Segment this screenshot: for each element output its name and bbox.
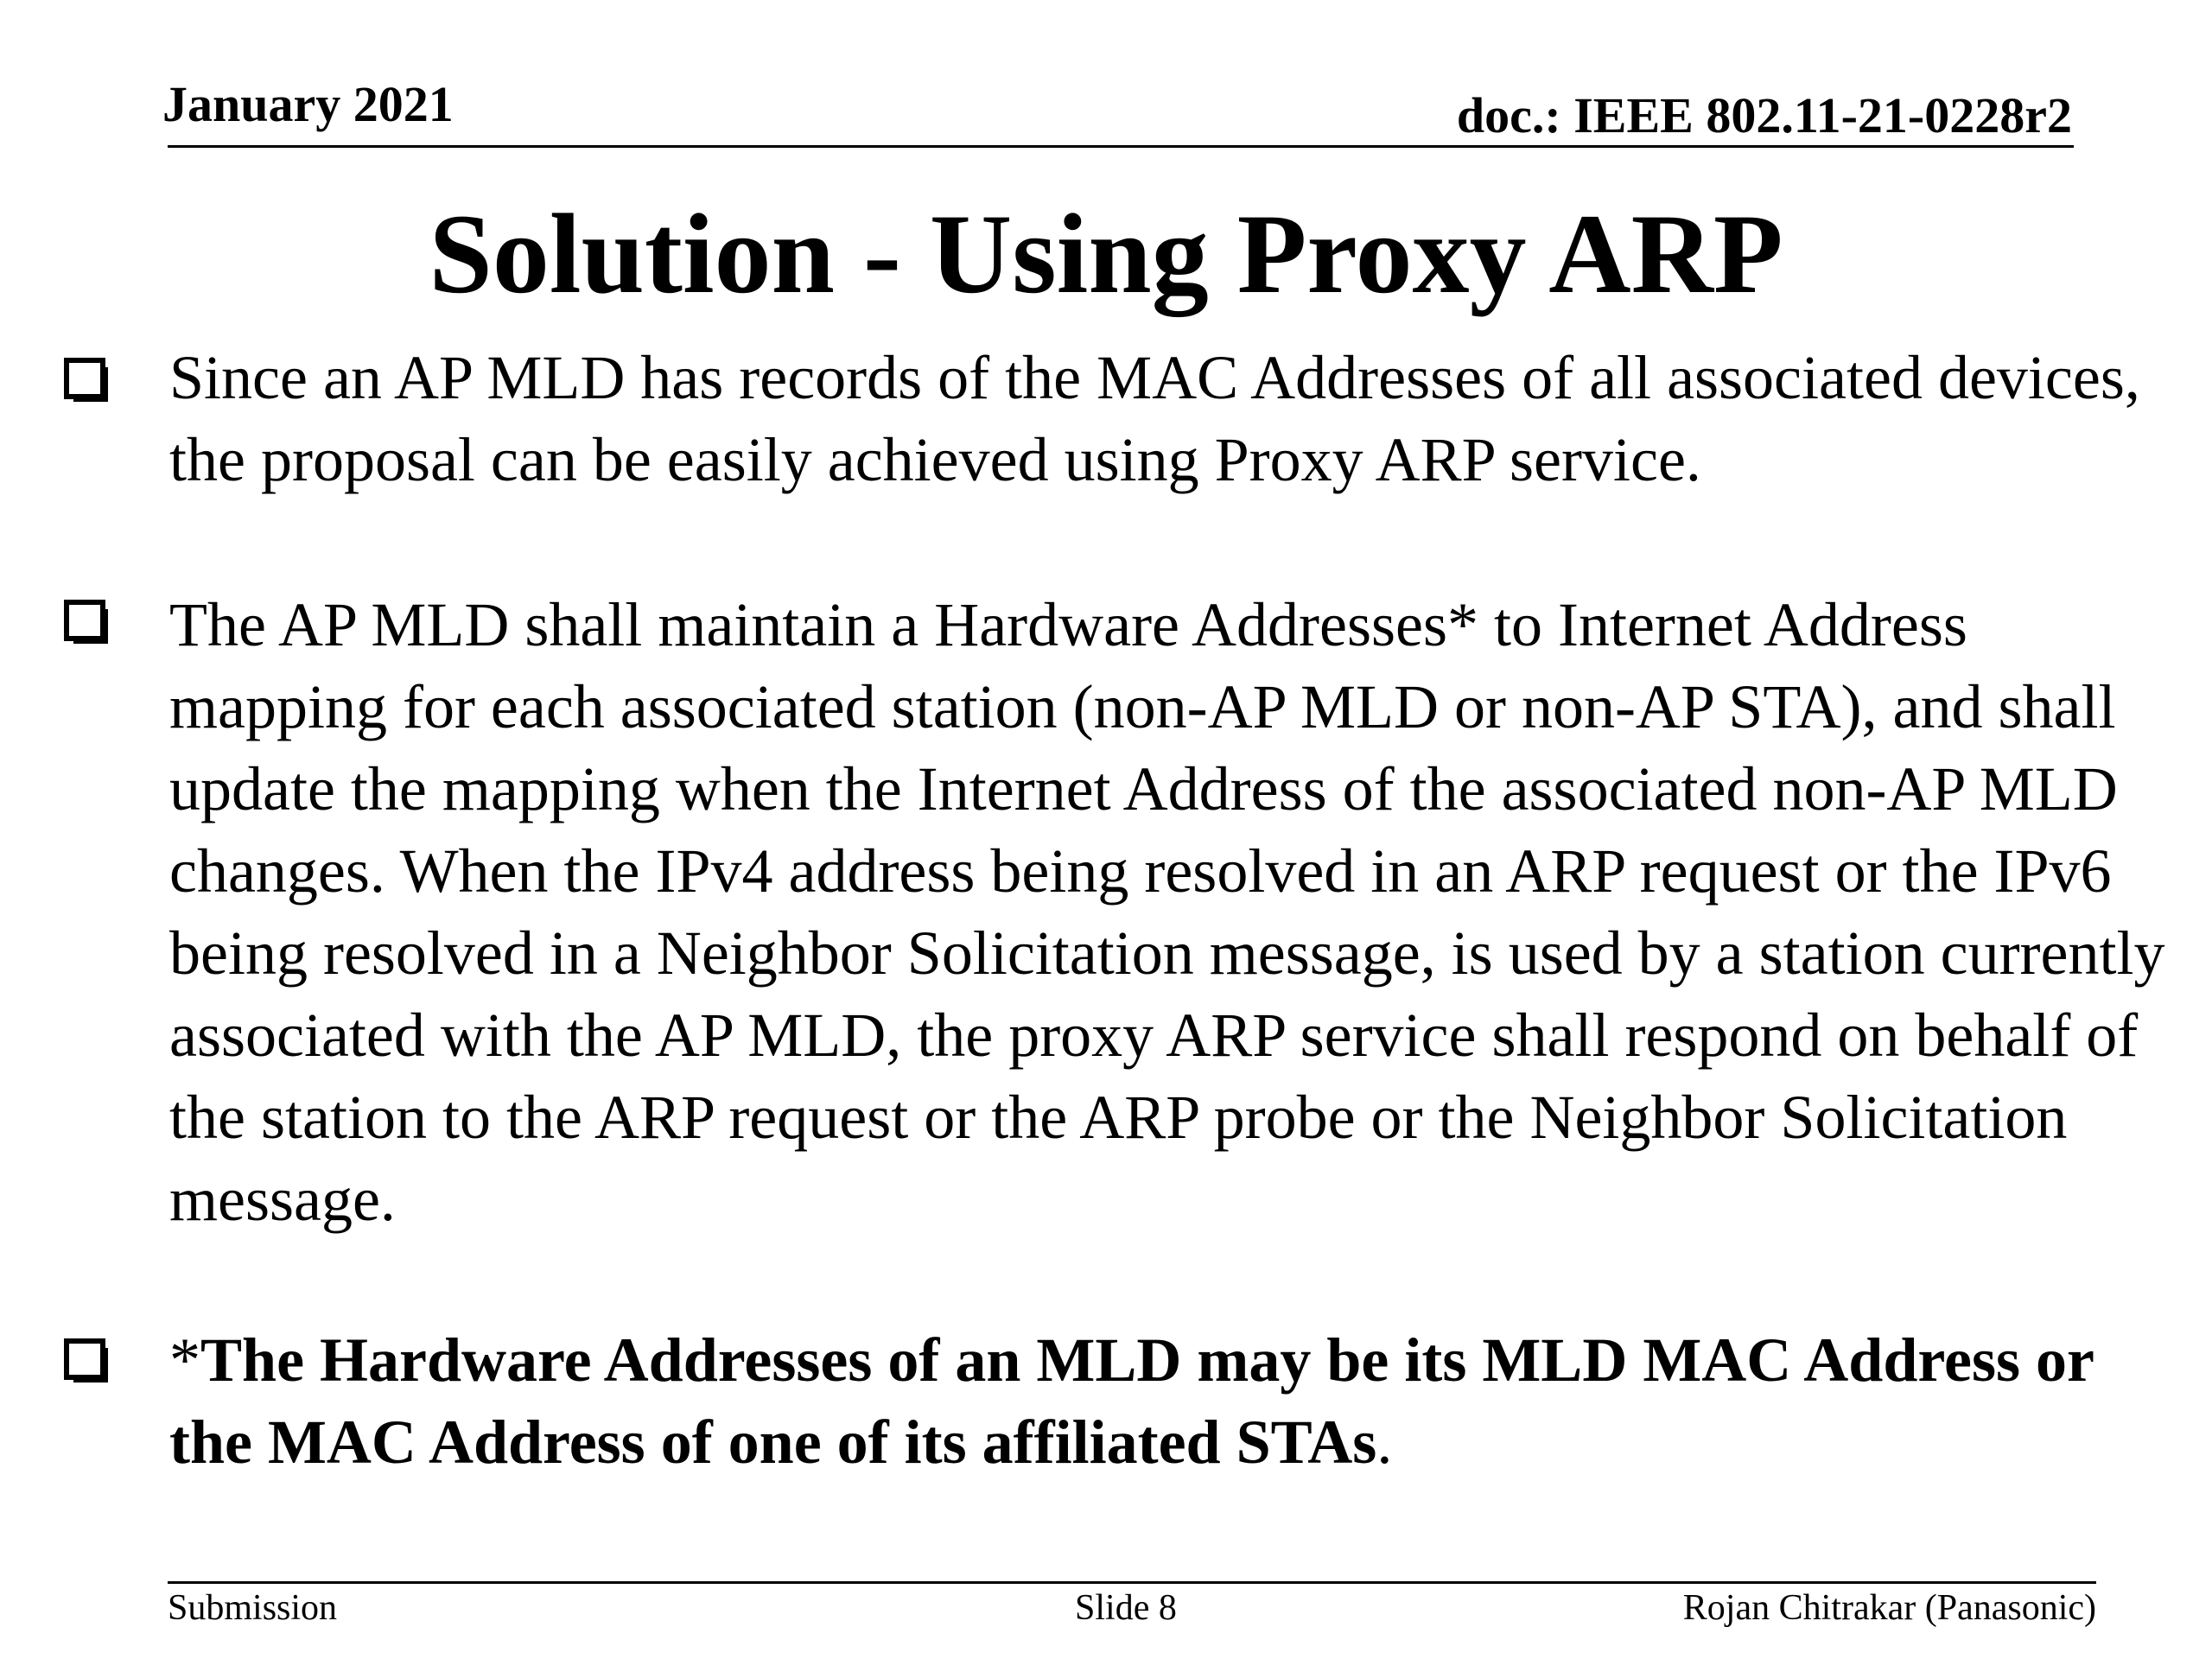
bullet-item-3-bold-text: The Hardware Addresses of an MLD may be its MLD MAC Address or the MAC Address of one of its affiliated STAs [169, 1325, 2094, 1477]
footer-author: Rojan Chitrakar (Panasonic) [1682, 1588, 2096, 1628]
slide-title: Solution - Using Proxy ARP [429, 190, 1783, 317]
bullet-item-3 [169, 1319, 2191, 1484]
bullet-item-3-suffix: . [1376, 1408, 1393, 1477]
checkbox-bullet-icon [60, 596, 109, 645]
checkbox-bullet-icon [60, 1335, 109, 1383]
header-doc-id: doc.: IEEE 802.11-21-0228r2 [1456, 87, 2072, 143]
bullet-item-1: Since an AP MLD has records of the MAC Addresses of all associated devices, the proposal can be easily achieved using Proxy ARP service. [169, 343, 2140, 494]
header-date: January 2021 [162, 76, 454, 132]
bullet-item-3-prefix: * [169, 1325, 200, 1395]
header-divider [168, 145, 2074, 148]
bullet-item-2: The AP MLD shall maintain a Hardware Addresses* to Internet Address mapping for each associated station (non-AP MLD or non-AP STA), and shall update the mapping when the Internet Address of the associated non-AP MLD changes. When the IPv4 address being resolved in an ARP request or the IPv6 being resolved in a Neighbor Solicitation message, is used by a station currently associated with the AP MLD, the proxy ARP service shall respond on behalf of the station to the ARP request or the ARP probe or the Neighbor Solicitation message. [169, 590, 2165, 1234]
checkbox-bullet-icon [60, 354, 109, 403]
footer-divider [168, 1581, 2096, 1584]
footer-slide-number: Slide 8 [1075, 1588, 1177, 1628]
footer-submission: Submission [168, 1588, 338, 1628]
